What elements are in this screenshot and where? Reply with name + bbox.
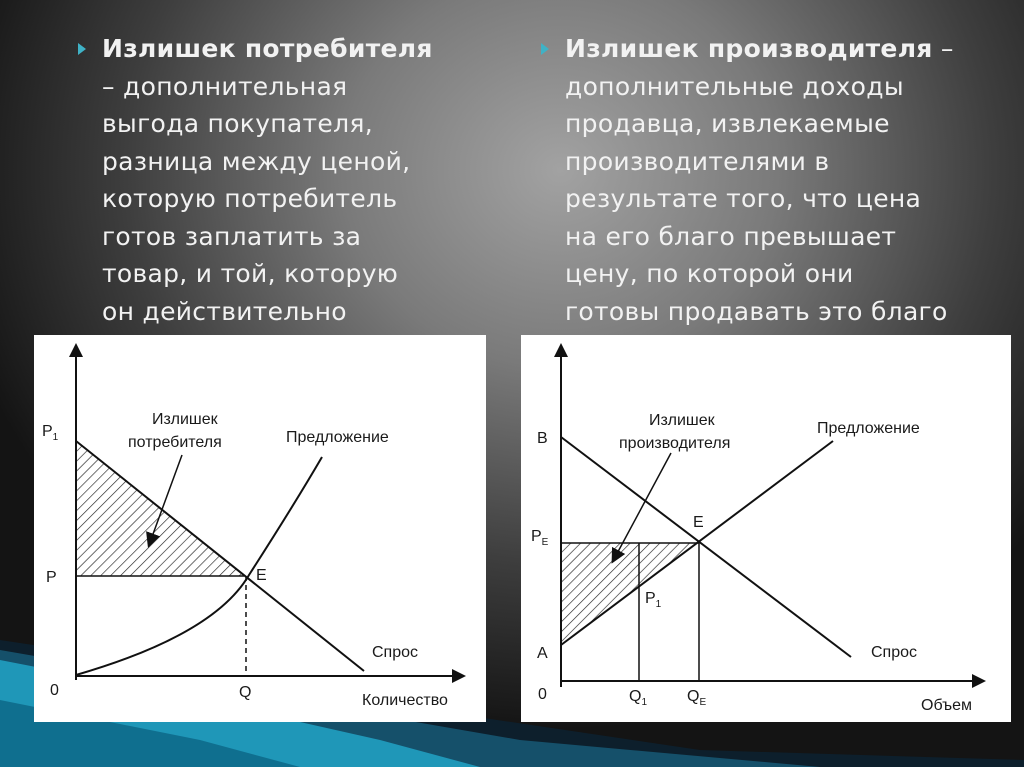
- x-axis-arrow-icon: [452, 669, 466, 683]
- equilibrium-label: E: [256, 567, 267, 584]
- demand-label: Спрос: [871, 644, 918, 661]
- supply-label: Предложение: [286, 429, 389, 446]
- term-dash: –: [932, 34, 954, 63]
- area-label-line2: производителя: [619, 435, 731, 452]
- producer-surplus-diagram: [521, 335, 1011, 722]
- bullet-line: выгода покупателя,: [102, 109, 373, 138]
- bullet-line: готовы продавать это благо: [565, 296, 948, 326]
- bullet-arrow-icon: [78, 43, 86, 55]
- area-label-line1: Излишек: [152, 411, 218, 428]
- a-label: A: [537, 645, 548, 662]
- bullet-line: цену, по которой они: [565, 259, 854, 288]
- y-axis-arrow-icon: [554, 343, 568, 357]
- area-label-line1: Излишек: [649, 412, 715, 429]
- bullet-line: которую потребитель: [102, 184, 398, 213]
- bullet-line: дополнительные доходы: [565, 71, 904, 101]
- x-axis-label: Количество: [362, 692, 448, 709]
- consumer-surplus-term: Излишек потребителя: [102, 34, 433, 63]
- b-label: B: [537, 430, 548, 447]
- consumer-surplus-bullet: [102, 30, 502, 330]
- supply-label: Предложение: [817, 420, 920, 437]
- bullet-arrow-icon: [541, 43, 549, 55]
- origin-label: 0: [50, 682, 59, 699]
- producer-surplus-term: Излишек производителя: [565, 34, 933, 63]
- x-axis-arrow-icon: [972, 674, 986, 688]
- bullet-line: товар, и той, которую: [102, 259, 399, 288]
- bullet-line: результате того, что цена: [565, 184, 922, 213]
- consumer-surplus-diagram: [34, 335, 486, 722]
- bullet-line: – дополнительная: [102, 71, 348, 101]
- demand-label: Спрос: [372, 644, 419, 661]
- bullet-line: на его благо превышает: [565, 221, 897, 251]
- bullet-line: он действительно: [102, 296, 347, 326]
- bullet-line: разница между ценой,: [102, 146, 411, 176]
- bullet-line: производителями в: [565, 146, 830, 176]
- qe-label: $Q_E$: [687, 688, 707, 708]
- pe-label: $P_E$: [531, 528, 549, 548]
- area-label-line2: потребителя: [128, 434, 222, 451]
- origin-label: 0: [538, 686, 547, 703]
- p-label: P: [46, 569, 57, 586]
- bullet-line: готов заплатить за: [102, 221, 362, 251]
- y-axis-arrow-icon: [69, 343, 83, 357]
- p1-label: $P_1$: [42, 423, 59, 443]
- bullet-line: продавца, извлекаемые: [565, 109, 890, 138]
- x-axis-label: Объем: [921, 697, 972, 714]
- q-label: Q: [239, 684, 252, 701]
- equilibrium-label: E: [693, 514, 704, 531]
- producer-surplus-bullet: [565, 30, 1015, 330]
- p1-point-label: $P_1$: [645, 590, 662, 610]
- q1-label: $Q_1$: [629, 688, 648, 708]
